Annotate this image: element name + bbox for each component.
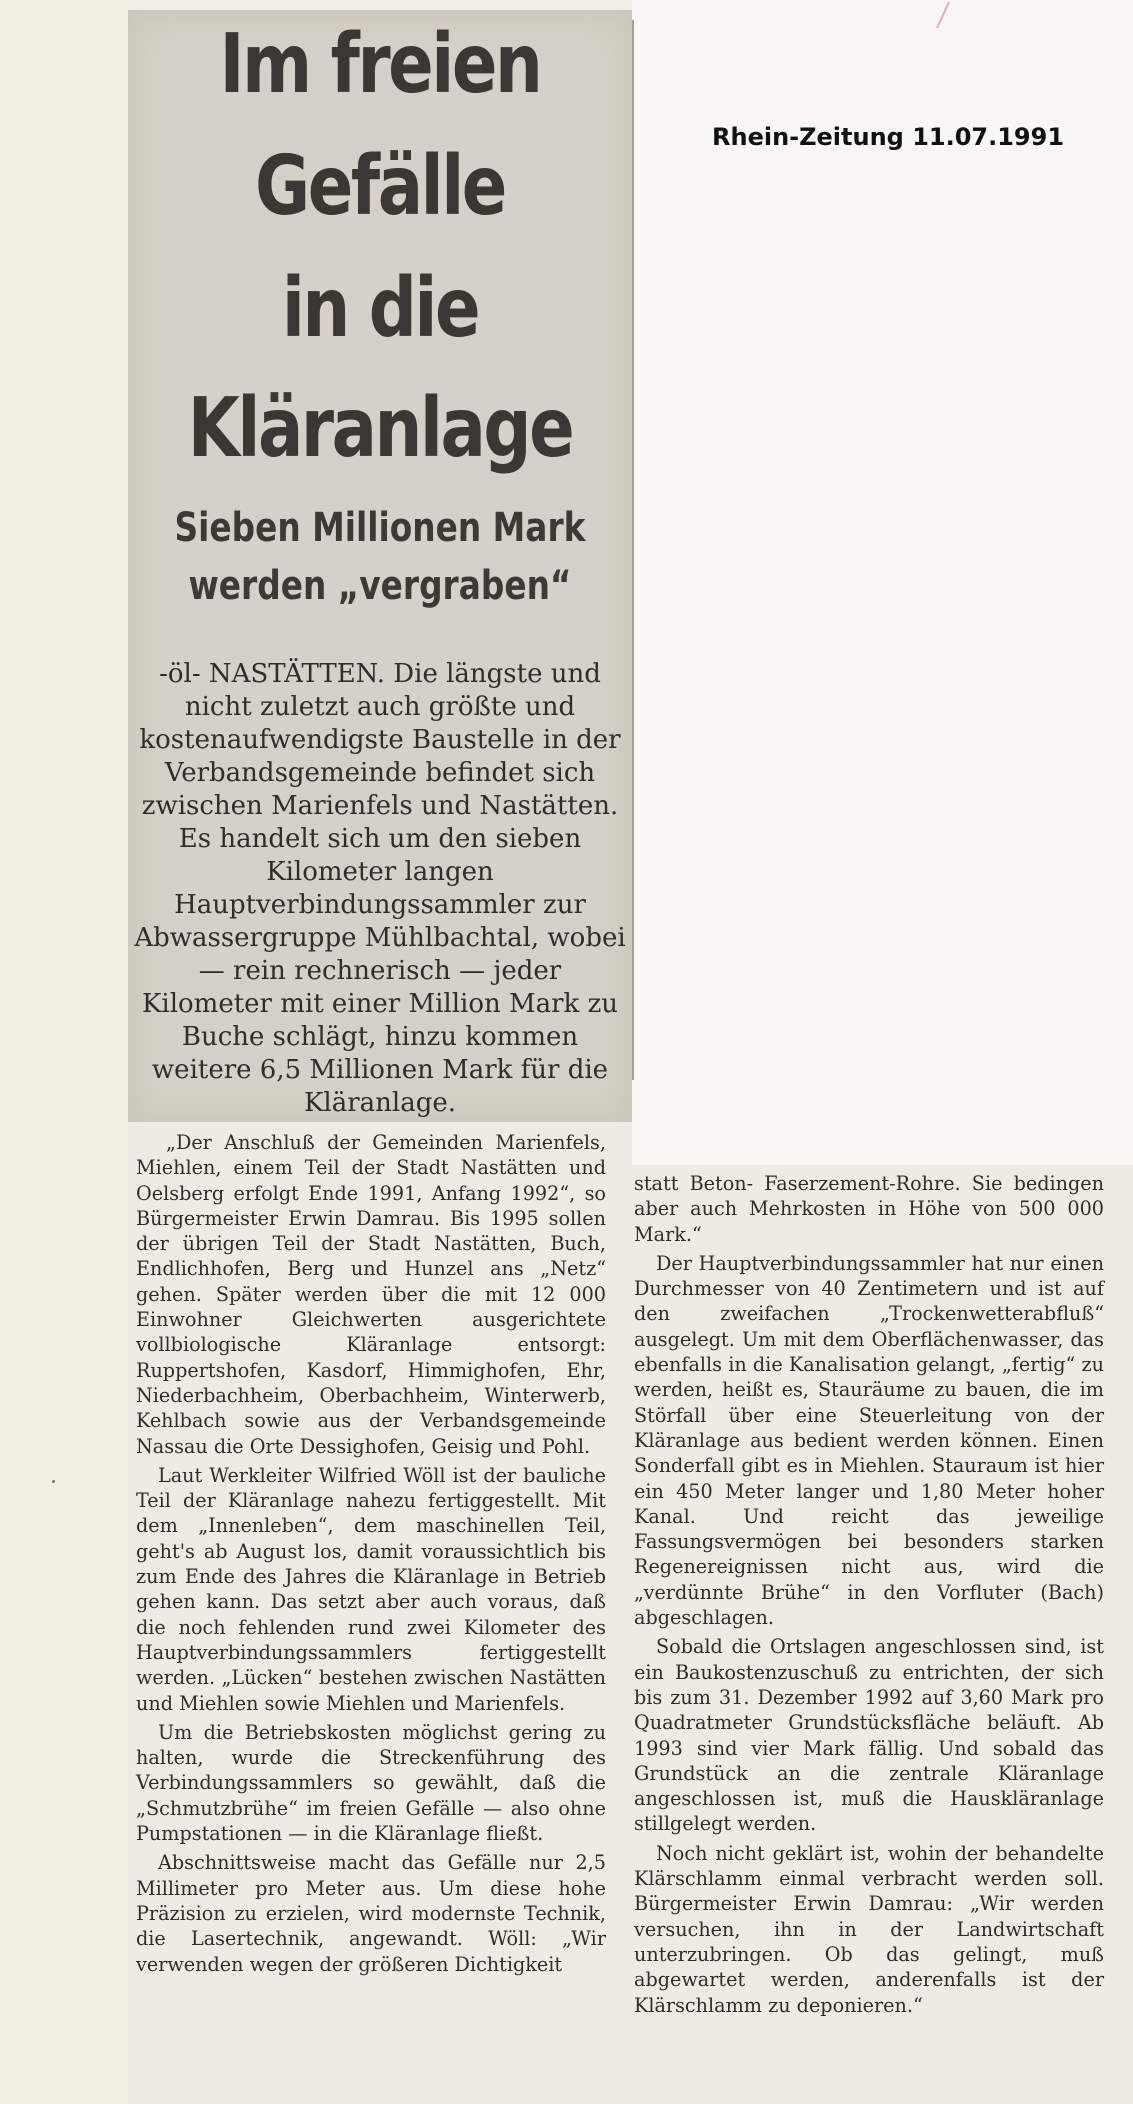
body-paragraph: Abschnittsweise macht das Gefälle nur 2,5 Millimeter pro Meter aus. Um diese hohe Präzision zu erzielen, wird modernste Technik, die Lasertechnik, angewandt. Wöll: „Wir verwenden wegen der größeren Dichtigkeit bbox=[136, 1851, 606, 1976]
body-paragraph: Um die Betriebskosten möglichst gering zu halten, wurde die Streckenführung des Verbindungssammlers so gewählt, daß die „Schmutzbrühe“ im freien Gefälle — also ohne Pumpstationen — in die Kläranlage fließt. bbox=[136, 1720, 606, 1846]
white-page-background bbox=[632, 0, 1133, 1165]
column-rule bbox=[632, 20, 634, 1080]
headline-line-4: Kläranlage bbox=[187, 381, 573, 476]
lead-paragraph: -öl- NASTÄTTEN. Die längste und nicht zuletzt auch größte und kostenaufwendigste Baustelle in der Verbandsgemeinde befindet sich zwischen Marienfels und Nastätten. Es handelt sich um den sieben Kilometer langen Hauptverbindungssammler zur Abwassergruppe Mühlbachtal, wobei — rein rechnerisch — jeder Kilometer mit einer Million Mark zu Buche schlägt, hinzu kommen weitere 6,5 Millionen Mark für die Kläranlage. bbox=[134, 659, 626, 1118]
body-paragraph: Laut Werkleiter Wilfried Wöll ist der bauliche Teil der Kläranlage nahezu fertiggestellt. Mit dem „Innenleben“, dem maschinellen Teil, geht's ab August los, damit voraussichtlich bis zum Ende des Jahres die Kläranlage in Betrieb gehen kann. Das setzt aber auch voraus, daß die noch fehlenden rund zwei Kilometer des Hauptverbindungssammlers fertiggestellt werden. „Lücken“ bestehen zwischen Nastätten und Miehlen sowie Miehlen und Marienfels. bbox=[136, 1463, 606, 1715]
pink-pen-mark bbox=[935, 0, 955, 30]
source-label: Rhein-Zeitung 11.07.1991 bbox=[712, 123, 1065, 151]
headline-line-3: in die bbox=[281, 261, 479, 356]
subheadline-line-2: werden „vergraben“ bbox=[188, 563, 572, 609]
body-paragraph: „Der Anschluß der Gemeinden Marienfels, Miehlen, einem Teil der Stadt Nastätten und Oelsberg erfolgt Ende 1991, Anfang 1992“, so Bürgermeister Erwin Damrau. Bis 1995 sollen der übrigen Teil der Stadt Nastätten, Buch, Endlichhofen, Berg und Hunzel ans „Netz“ gehen. Später werden über die mit 12 000 Einwohner Gleichwerten ausgerichtete vollbiologische Kläranlage entsorgt: Ruppertshofen, Kasdorf, Himmighofen, Ehr, Niederbachheim, Oberbachheim, Winterwerb, Kehlbach sowie aus der Verbandsgemeinde Nassau die Orte Dessighofen, Geisig und Pohl. bbox=[136, 1131, 606, 1458]
body-paragraph: Der Hauptverbindungssammler hat nur einen Durchmesser von 40 Zentimetern und ist auf den zweifachen „Trockenwetterabfluß“ ausgelegt. Um mit dem Oberflächenwasser, das ebenfalls in die Kanalisation gelangt, „fertig“ zu werden, heißt es, Stauräume zu bauen, die im Störfall über eine Steuerleitung von der Kläranlage aus bedient werden können. Einen Sonderfall gibt es in Miehlen. Stauraum ist hier ein 450 Meter langer und 1,80 Meter hoher Kanal. Und reicht das jeweilige Fassungsvermögen bei besonders starken Regenereignissen nicht aus, wird die „verdünnte Brühe“ in den Vorfluter (Bach) abgeschlagen. bbox=[634, 1251, 1104, 1630]
headline-line-1: Im freien bbox=[219, 17, 541, 112]
headline-line-2: Gefälle bbox=[255, 139, 505, 234]
subheadline-line-1: Sieben Millionen Mark bbox=[174, 505, 586, 551]
body-column-right bbox=[634, 1171, 1104, 2022]
speck bbox=[52, 1480, 55, 1483]
body-column-left bbox=[136, 1130, 606, 1981]
body-paragraph: Sobald die Ortslagen angeschlossen sind, ist ein Baukostenzuschuß zu entrichten, der sich bis zum 31. Dezember 1992 auf 3,60 Mark pro Quadratmeter Grundstücksfläche beläuft. Ab 1993 sind vier Mark fällig. Und sobald das Grundstück an die zentrale Kläranlage angeschlossen ist, muß die Hauskläranlage stillgelegt werden. bbox=[634, 1635, 1104, 1836]
paper-background-left bbox=[0, 0, 128, 2104]
body-paragraph: Noch nicht geklärt ist, wohin der behandelte Klärschlamm einmal verbracht werden soll. Bürgermeister Erwin Damrau: „Wir werden versuchen, ihn in der Landwirtschaft unterzubringen. Ob das gelingt, muß abgewartet werden, anderenfalls ist der Klärschlamm zu deponieren.“ bbox=[634, 1841, 1104, 2017]
headline-clipping bbox=[128, 10, 632, 1122]
body-paragraph: statt Beton- Faserzement-Rohre. Sie bedingen aber auch Mehrkosten in Höhe von 500 000 Mark.“ bbox=[634, 1172, 1104, 1246]
